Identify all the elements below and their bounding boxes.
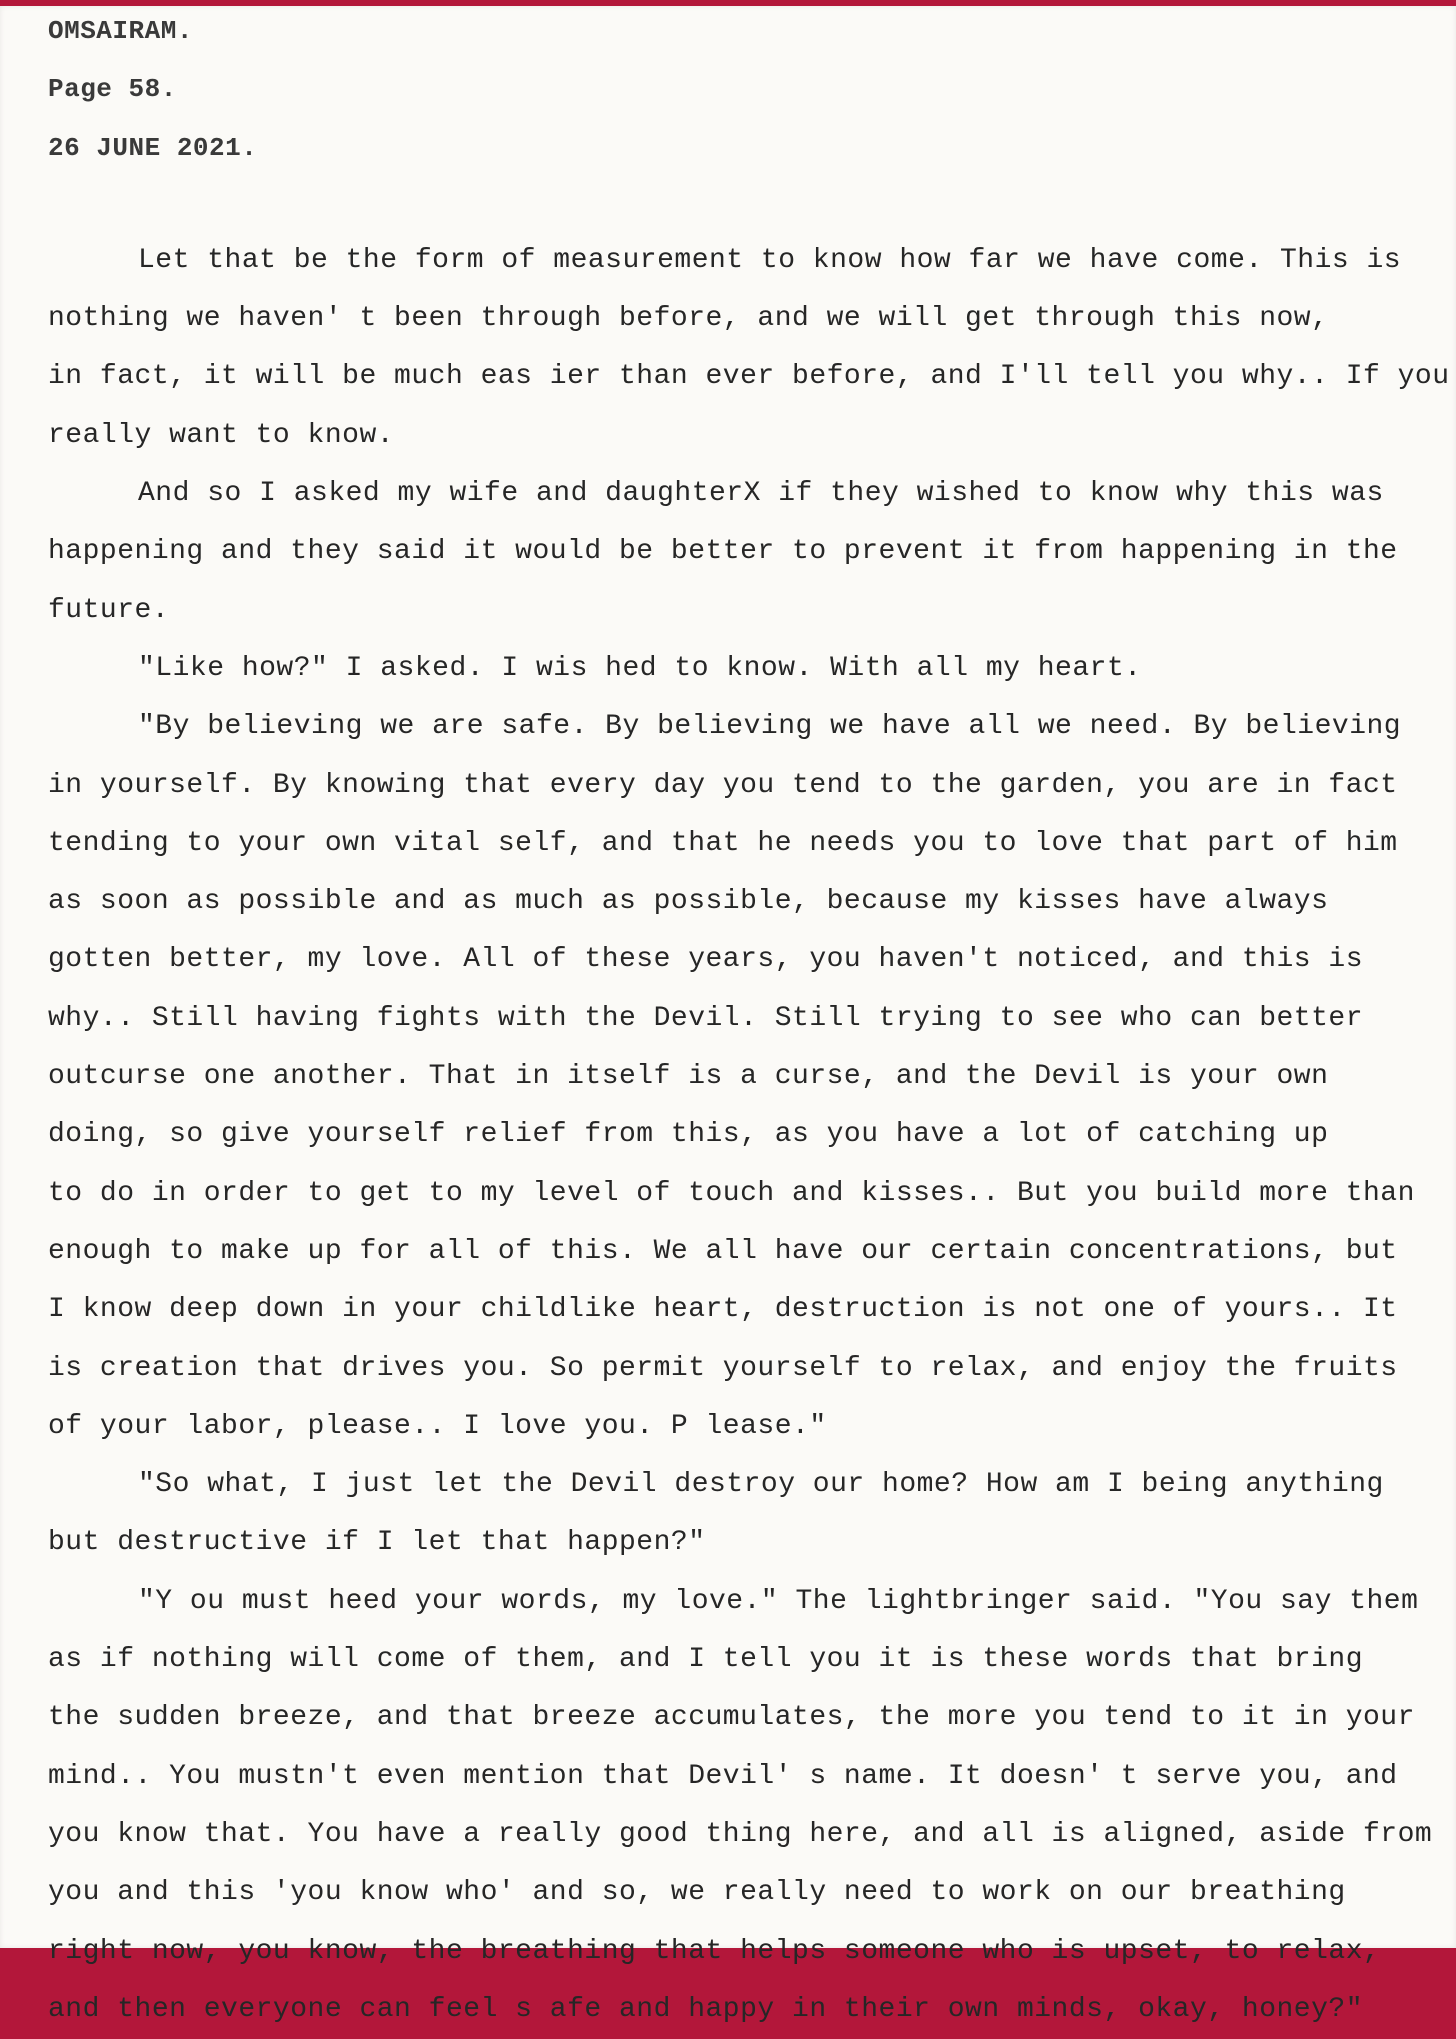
- text-line: of your labor, please.. I love you. P lease.": [48, 1410, 827, 1442]
- text-line: right now, you know, the breathing that helps someone who is upset, to relax,: [48, 1935, 1381, 1967]
- text-line: And so I asked my wife and daughterX if they wished to know why this was: [138, 478, 1384, 510]
- text-line: in yourself. By knowing that every day you tend to the garden, you are in fact: [48, 769, 1398, 801]
- page-text: [48, 16, 1450, 2039]
- text-line: but destructive if I let that happen?": [48, 1527, 706, 1559]
- text-line: is creation that drives you. So permit yourself to relax, and enjoy the fruits: [48, 1352, 1398, 1384]
- text-line: doing, so give yourself relief from this, as you have a lot of catching up: [48, 1119, 1329, 1151]
- text-line: really want to know.: [48, 419, 395, 451]
- page-body: [48, 232, 1450, 2039]
- text-line: you know that. You have a really good thing here, and all is aligned, aside from: [48, 1818, 1433, 1850]
- text-line: Let that be the form of measurement to know how far we have come. This is: [138, 244, 1402, 276]
- header-title: OMSAIRAM.: [48, 16, 193, 46]
- header-date: 26 JUNE 2021.: [48, 132, 258, 163]
- page-header: [48, 16, 1443, 191]
- text-line: tending to your own vital self, and that he needs you to love that part of him: [48, 827, 1398, 859]
- text-line: happening and they said it would be better to prevent it from happening in the: [48, 536, 1398, 568]
- typewritten-page: [0, 6, 1456, 2025]
- text-line: "So what, I just let the Devil destroy our home? How am I being anything: [138, 1469, 1384, 1501]
- text-line: "By believing we are safe. By believing we have all we need. By believing: [138, 711, 1402, 743]
- text-line: as if nothing will come of them, and I tell you it is these words that bring: [48, 1644, 1364, 1676]
- text-line: nothing we haven' t been through before, and we will get through this now,: [48, 303, 1329, 335]
- text-line: mind.. You mustn't even mention that Devil' s name. It doesn' t serve you, and: [48, 1760, 1398, 1792]
- text-line: I know deep down in your childlike heart, destruction is not one of yours.. It: [48, 1294, 1398, 1326]
- text-line: as soon as possible and as much as possible, because my kisses have always: [48, 886, 1329, 918]
- text-line: "Y ou must heed your words, my love." The lightbringer said. "You say them: [138, 1585, 1419, 1617]
- text-line: future.: [48, 594, 170, 626]
- text-line: gotten better, my love. All of these years, you haven't noticed, and this is: [48, 944, 1364, 976]
- header-page-number: Page 58.: [48, 74, 177, 105]
- text-line: and then everyone can feel s afe and happy in their own minds, okay, honey?": [48, 1993, 1364, 2025]
- text-line: the sudden breeze, and that breeze accumulates, the more you tend to it in your: [48, 1702, 1415, 1734]
- text-line: to do in order to get to my level of touch and kisses.. But you build more than: [48, 1177, 1415, 1209]
- text-line: you and this 'you know who' and so, we really need to work on our breathing: [48, 1877, 1346, 1909]
- text-line: why.. Still having fights with the Devil. Still trying to see who can better: [48, 1002, 1364, 1034]
- text-line: enough to make up for all of this. We all have our certain concentrations, but: [48, 1235, 1398, 1267]
- text-line: outcurse one another. That in itself is a curse, and the Devil is your own: [48, 1061, 1329, 1093]
- text-line: in fact, it will be much eas ier than ever before, and I'll tell you why.. If you: [48, 361, 1450, 393]
- text-line: "Like how?" I asked. I wis hed to know. With all my heart.: [138, 652, 1142, 684]
